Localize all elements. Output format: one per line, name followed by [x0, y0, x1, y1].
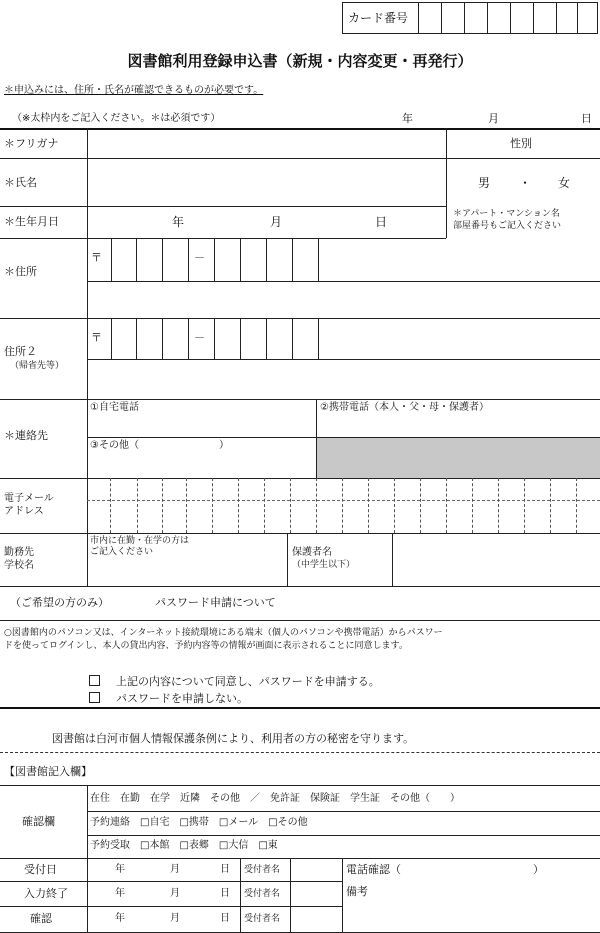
uketsuke-year: 年: [115, 864, 125, 875]
contact-label: ＊連絡先: [4, 429, 48, 442]
date-month-label: 月: [488, 112, 499, 125]
privacy-statement: 図書館は白河市個人情報保護条例により、利用者の方の秘密を守ります。: [52, 732, 415, 745]
birth-month-label: 月: [270, 215, 283, 229]
password-description-2: ドを使ってログインし、本人の貸出内容、予約内容等の情報が画面に表示されることに同意します。: [4, 641, 408, 651]
cut-line: [0, 752, 600, 753]
birth-year-label: 年: [172, 215, 185, 229]
uketsukesha-label-3: 受付者名: [244, 914, 281, 924]
work-label-1: 勤務先: [4, 547, 34, 558]
uketsuke-day: 日: [220, 864, 230, 875]
address2-field[interactable]: [88, 360, 599, 398]
date-day-label: 日: [581, 112, 592, 125]
name-field[interactable]: [88, 159, 445, 205]
page-title: 図書館利用登録申込書（新規・内容変更・再発行）: [127, 52, 473, 70]
name-label: ＊氏名: [4, 176, 37, 189]
password-agree-checkbox[interactable]: [89, 675, 100, 686]
other-phone-label[interactable]: ③その他（ ）: [90, 440, 229, 451]
uketsukesha-label-2: 受付者名: [244, 889, 281, 899]
gender-separator: ・: [519, 176, 532, 190]
library-section-heading: 【図書館記入欄】: [4, 765, 92, 778]
address-label: ＊住所: [4, 265, 37, 278]
postal-mark: 〒: [91, 251, 102, 264]
kakunin-month: 月: [170, 913, 180, 924]
work-label-2: 学校名: [4, 560, 34, 571]
apartment-note-2: 部屋番号もご記入ください: [453, 221, 562, 231]
gender-female-option[interactable]: 女: [558, 176, 571, 190]
kakunin-ran-label: 確認欄: [22, 815, 55, 828]
phone-confirm-label: 電話確認（ ）: [346, 863, 544, 876]
password-heading: パスワード申請について: [155, 596, 276, 609]
password-decline-label: パスワードを申請しない。: [116, 692, 248, 705]
shaded-cell: [317, 438, 600, 478]
guardian-label-1: 保護者名: [292, 547, 332, 558]
birthdate-field[interactable]: [88, 207, 445, 237]
kakunin-day: 日: [220, 913, 230, 924]
birthdate-label: ＊生年月日: [4, 215, 59, 228]
reservation-contact-options: 予約連絡 □自宅 □携帯 □メール □その他: [90, 817, 308, 828]
nyuryoku-day: 日: [220, 888, 230, 899]
residency-options: 在住 在勤 在学 近隣 その他 ／ 免許証 保険証 学生証 その他（ ）: [90, 793, 460, 804]
password-agree-label: 上記の内容について同意し、パスワードを申請する。: [116, 675, 380, 688]
gender-male-option[interactable]: 男: [478, 176, 491, 190]
uketsuke-month: 月: [170, 864, 180, 875]
reservation-pickup-options: 予約受取 □本館 □表郷 □大信 □東: [90, 840, 278, 851]
work-field[interactable]: [88, 559, 286, 585]
kakunin-label: 確認: [30, 912, 52, 925]
postal-dash: －: [194, 251, 205, 264]
email-label-2: アドレス: [4, 506, 44, 517]
address2-label: 住所２: [4, 345, 37, 358]
password-optional: （ご希望の方のみ）: [10, 596, 109, 609]
password-decline-checkbox[interactable]: [89, 692, 100, 703]
address-field[interactable]: [88, 282, 599, 317]
work-note-2: ご記入ください: [90, 547, 154, 557]
remarks-label: 備考: [346, 885, 368, 898]
guardian-label-2: （中学生以下）: [292, 560, 356, 570]
postal-dash-2: －: [194, 331, 205, 344]
kakunin-year: 年: [115, 913, 125, 924]
furigana-field[interactable]: [88, 129, 445, 157]
address2-sublabel: （帰省先等）: [10, 361, 65, 371]
nyuryoku-month: 月: [170, 888, 180, 899]
nyuryoku-label: 入力終了: [24, 887, 68, 900]
home-phone-label[interactable]: ①自宅電話: [90, 402, 139, 413]
apartment-note-1: ＊アパート・マンション名: [453, 209, 560, 219]
date-year-label: 年: [402, 112, 413, 125]
password-description-1: ○図書館内のパソコン又は、インターネット接続環境にある端末（個人のパソコンや携帯電話）からパスワー: [4, 628, 443, 638]
card-number-label: カード番号: [348, 11, 409, 25]
uketsuke-label: 受付日: [24, 863, 57, 876]
gender-header: 性別: [510, 137, 532, 150]
id-note: ＊申込みには、住所・氏名が確認できるものが必要です。: [4, 85, 264, 96]
birth-day-label: 日: [375, 215, 388, 229]
nyuryoku-year: 年: [115, 888, 125, 899]
fill-instruction: （※太枠内をご記入ください。＊は必須です）: [12, 113, 221, 124]
uketsukesha-label-1: 受付者名: [244, 865, 281, 875]
mobile-phone-label[interactable]: ②携帯電話（本人・父・母・保護者）: [320, 402, 489, 413]
email-label-1: 電子メール: [4, 493, 54, 504]
work-note-1: 市内に在勤・在学の方は: [90, 536, 190, 546]
postal-mark-2: 〒: [91, 331, 102, 344]
guardian-field[interactable]: [393, 534, 599, 585]
furigana-label: ＊フリガナ: [4, 137, 59, 150]
